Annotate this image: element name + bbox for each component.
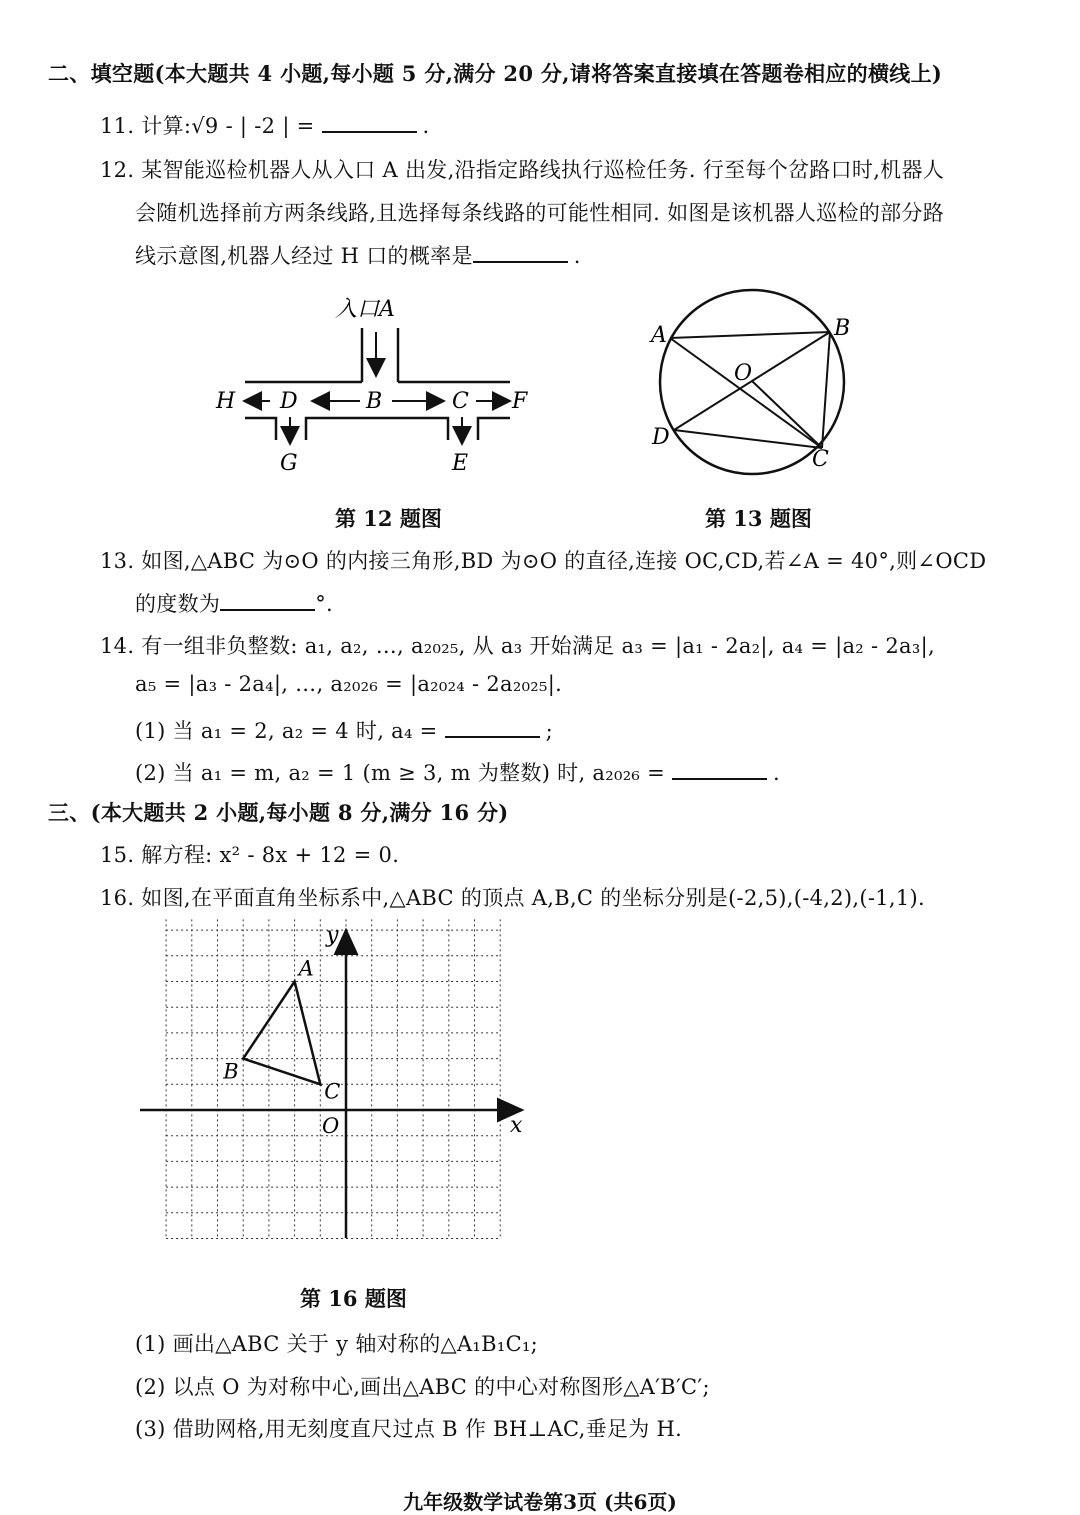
fig12-label-f: F (512, 389, 528, 414)
answer-blank-12[interactable] (473, 243, 568, 263)
fig16-y-axis-label: y (326, 923, 339, 948)
question-13-line-2-text: 的度数为 (135, 592, 221, 616)
fig12-label-g: G (280, 451, 298, 476)
fig16-label-a: A (298, 956, 314, 981)
fig13-label-b: B (834, 316, 851, 341)
figure-13-diagram (640, 280, 870, 485)
fig13-label-o: O (734, 361, 753, 386)
question-14-part-1-text: (1) 当 a₁ = 2, a₂ = 4 时, a₄ = (135, 719, 445, 743)
question-16: 16. 如图,在平面直角坐标系中,△ABC 的顶点 A,B,C 的坐标分别是(-2,5),(-4,2),(-1,1). (100, 886, 926, 910)
question-11 (100, 110, 430, 140)
figure-13-caption: 第 13 题图 (705, 506, 812, 531)
fig12-label-e: E (452, 451, 469, 476)
question-11-end: . (422, 114, 430, 138)
fig12-label-h: H (216, 389, 236, 414)
question-14-part-2-end: . (772, 761, 780, 785)
fig16-label-b: B (223, 1059, 239, 1084)
fig12-label-c: C (452, 389, 469, 414)
fig12-entrance-label: 入口A (335, 297, 395, 322)
question-14-line-1: 14. 有一组非负整数: a₁, a₂, …, a₂₀₂₅, 从 a₃ 开始满足 a₃ = |a₁ - 2a₂|, a₄ = |a₂ - 2a₃|, (100, 634, 935, 658)
answer-blank-11[interactable] (322, 113, 417, 133)
question-12-line-1: 12. 某智能巡检机器人从入口 A 出发,沿指定路线执行巡检任务. 行至每个岔路口时,机器人 (100, 158, 945, 182)
section-3-title: 三、(本大题共 2 小题,每小题 8 分,满分 16 分) (48, 800, 509, 825)
question-14-part-2-text: (2) 当 a₁ = m, a₂ = 1 (m ≥ 3, m 为整数) 时, a₂₀₂₆ = (135, 761, 672, 785)
fig13-segment-oc (752, 381, 822, 448)
question-12-line-3-text: 线示意图,机器人经过 H 口的概率是 (135, 244, 473, 268)
page-footer: 九年级数学试卷第3页 (共6页) (403, 1490, 677, 1514)
question-11-text: 11. 计算:√9 - | -2 | = (100, 114, 322, 138)
question-14-part-1-end: ; (545, 719, 553, 743)
answer-blank-14-1[interactable] (445, 718, 540, 738)
fig12-bottom-wall-right (478, 418, 510, 440)
figure-16-caption: 第 16 题图 (300, 1286, 407, 1311)
fig16-origin-label: O (322, 1114, 340, 1138)
question-16-part-1: (1) 画出△ABC 关于 y 轴对称的△A₁B₁C₁; (135, 1332, 539, 1356)
fig16-x-axis-label: x (510, 1113, 523, 1138)
fig12-bottom-wall-middle (306, 418, 448, 440)
question-15: 15. 解方程: x² - 8x + 12 = 0. (100, 843, 400, 867)
fig16-label-c: C (324, 1079, 341, 1104)
figure-16-coordinate-grid (140, 918, 540, 1248)
question-16-part-2: (2) 以点 O 为对称中心,画出△ABC 的中心对称图形△A′B′C′; (135, 1375, 710, 1399)
question-13-line-2 (135, 588, 333, 618)
question-14-part-2 (135, 757, 780, 787)
fig13-chord-ab (670, 332, 830, 338)
figure-12-caption: 第 12 题图 (335, 506, 442, 531)
answer-blank-13[interactable] (220, 591, 315, 611)
question-12-end: . (573, 244, 581, 268)
fig13-label-a: A (651, 323, 667, 348)
question-16-part-3: (3) 借助网格,用无刻度直尺过点 B 作 BH⊥AC,垂足为 H. (135, 1417, 683, 1441)
fig12-label-d: D (280, 389, 298, 414)
fig13-label-d: D (652, 425, 670, 450)
section-2-title: 二、填空题(本大题共 4 小题,每小题 5 分,满分 20 分,请将答案直接填在答题卷相应的横线上) (48, 61, 943, 86)
question-12-line-3 (135, 240, 581, 270)
answer-blank-14-2[interactable] (672, 760, 767, 780)
question-14-line-2: a₅ = |a₃ - 2a₄|, …, a₂₀₂₆ = |a₂₀₂₄ - 2a₂₀₂₅|. (135, 672, 563, 696)
fig12-label-b: B (366, 389, 383, 414)
figure-12-diagram (210, 290, 540, 480)
question-13-end: °. (315, 592, 333, 616)
fig13-label-c: C (812, 447, 829, 472)
fig12-bottom-wall-left (245, 418, 276, 440)
question-12-line-2: 会随机选择前方两条线路,且选择每条线路的可能性相同. 如图是该机器人巡检的部分路 (135, 201, 945, 225)
question-13-line-1: 13. 如图,△ABC 为⊙O 的内接三角形,BD 为⊙O 的直径,连接 OC,CD,若∠A = 40°,则∠OCD (100, 549, 987, 573)
question-14-part-1 (135, 715, 553, 745)
